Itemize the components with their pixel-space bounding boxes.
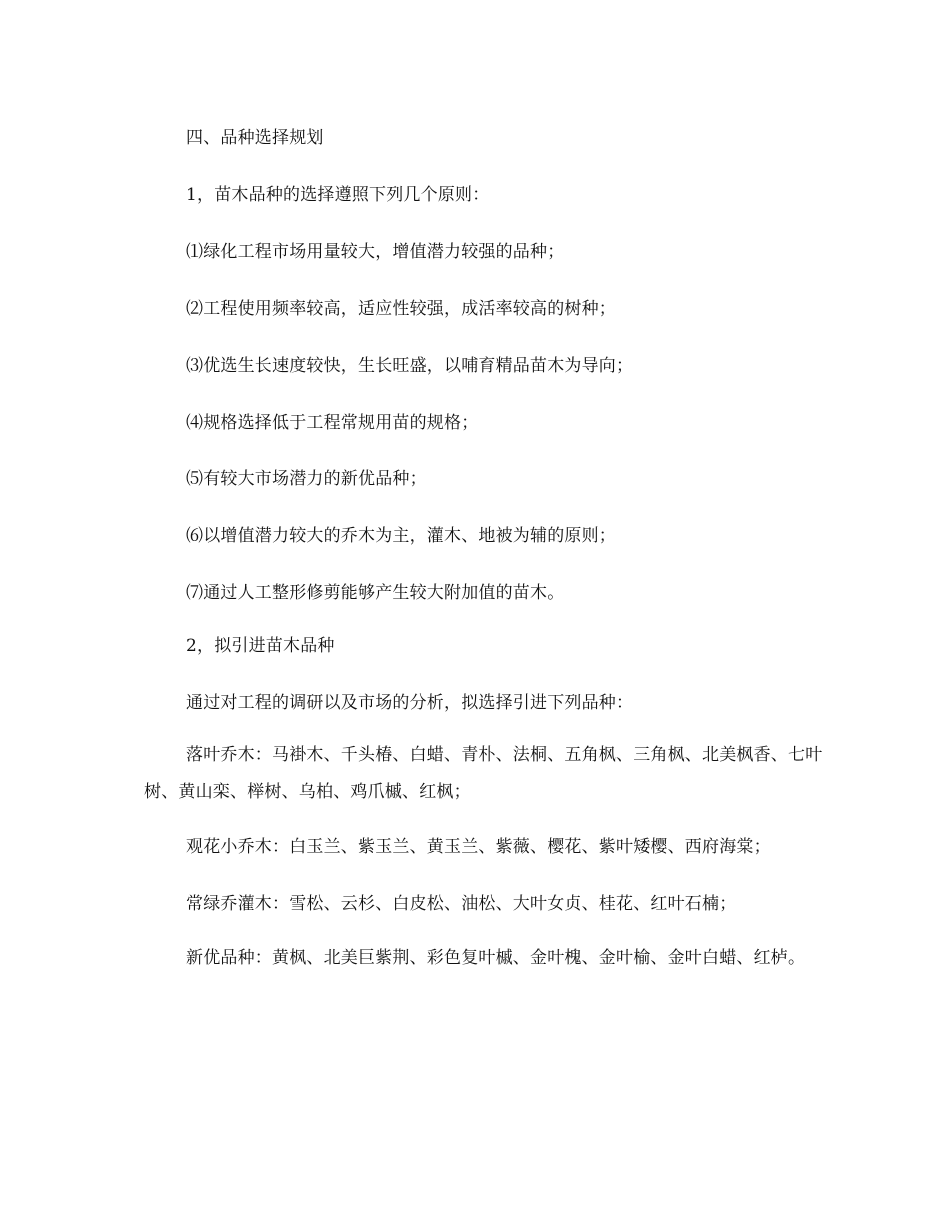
section-heading: 四、品种选择规划: [186, 128, 324, 148]
principle-item: ⑴绿化工程市场用量较大，增值潜力较强的品种；: [186, 242, 565, 262]
category-paragraph-evergreen: 常绿乔灌木：雪松、云杉、白皮松、油松、大叶女贞、桂花、红叶石楠；: [186, 894, 737, 914]
principle-item: ⑸有较大市场潜力的新优品种；: [186, 469, 427, 489]
principle-item: ⑺通过人工整形修剪能够产生较大附加值的苗木。: [186, 583, 565, 603]
category-paragraph-deciduous: 落叶乔木：马褂木、千头椿、白蜡、青朴、法桐、五角枫、三角枫、北美枫香、七叶树、黄山栾、榉树、乌柏、鸡爪槭、红枫；: [144, 745, 823, 802]
category-paragraph-flowering: 观花小乔木：白玉兰、紫玉兰、黄玉兰、紫薇、樱花、紫叶矮樱、西府海棠；: [186, 837, 771, 857]
intro-paragraph: 通过对工程的调研以及市场的分析，拟选择引进下列品种：: [186, 693, 634, 713]
subsection-heading-species: 2，拟引进苗木品种: [186, 636, 335, 656]
principle-item: ⑶优选生长速度较快，生长旺盛，以哺育精品苗木为导向；: [186, 356, 634, 376]
principle-item: ⑷规格选择低于工程常规用苗的规格；: [186, 413, 479, 433]
principle-item: ⑹以增值潜力较大的乔木为主，灌木、地被为辅的原则；: [186, 526, 616, 546]
subsection-heading-principles: 1，苗木品种的选择遵照下列几个原则：: [186, 185, 490, 205]
category-paragraph-new-varieties: 新优品种：黄枫、北美巨紫荆、彩色复叶槭、金叶槐、金叶榆、金叶白蜡、红栌。: [186, 948, 806, 968]
principle-item: ⑵工程使用频率较高，适应性较强，成活率较高的树种；: [186, 299, 616, 319]
